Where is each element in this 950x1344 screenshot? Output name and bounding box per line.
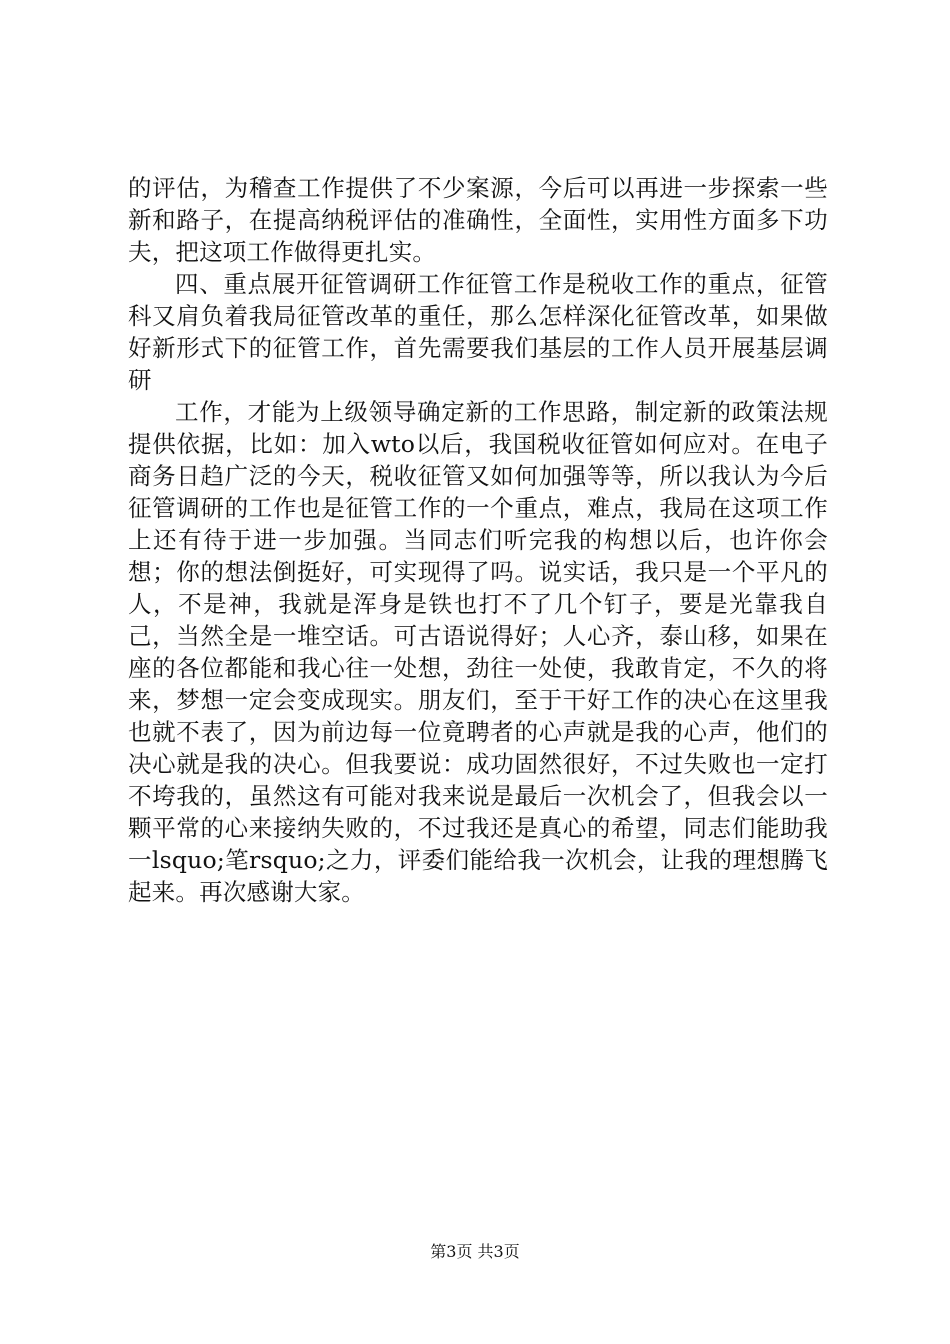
page-footer — [0, 1242, 950, 1262]
paragraph-3: 工作，才能为上级领导确定新的工作思路，制定新的政策法规提供依据，比如：加入wto以后，我国税收征管如何应对。在电子商务日趋广泛的今天，税收征管又如何加强等等，所以我认为今后征管调研的工作也是征管工作的一个重点，难点，我局在这项工作上还有待于进一步加强。当同志们听完我的构想以后，也许你会想；你的想法倒挺好，可实现得了吗。说实话，我只是一个平凡的人，不是神，我就是浑身是铁也打不了几个钉子，要是光靠我自己，当然全是一堆空话。可古语说得好；人心齐，泰山移，如果在座的各位都能和我心往一处想，劲往一处使，我敢肯定，不久的将来，梦想一定会变成现实。朋友们，至于干好工作的决心在这里我也就不表了，因为前边每一位竟聘者的心声就是我的心声，他们的决心就是我的决心。但我要说：成功固然很好，不过失败也一定打不垮我的，虽然这有可能对我来说是最后一次机会了，但我会以一颗平常的心来接纳失败的，不过我还是真心的希望，同志们能助我一lsquo;笔rsquo;之力，评委们能给我一次机会，让我的理想腾飞起来。再次感谢大家。 — [128, 398, 828, 906]
page-number-label: 第3页 共3页 — [430, 1242, 520, 1261]
document-body — [128, 172, 828, 908]
paragraph-2: 四、重点展开征管调研工作征管工作是税收工作的重点，征管科又肩负着我局征管改革的重任，那么怎样深化征管改革，如果做好新形式下的征管工作，首先需要我们基层的工作人员开展基层调研 — [128, 270, 828, 394]
paragraph-1: 的评估，为稽查工作提供了不少案源，今后可以再进一步探索一些新和路子，在提高纳税评估的准确性，全面性，实用性方面多下功夫，把这项工作做得更扎实。 — [128, 174, 828, 266]
